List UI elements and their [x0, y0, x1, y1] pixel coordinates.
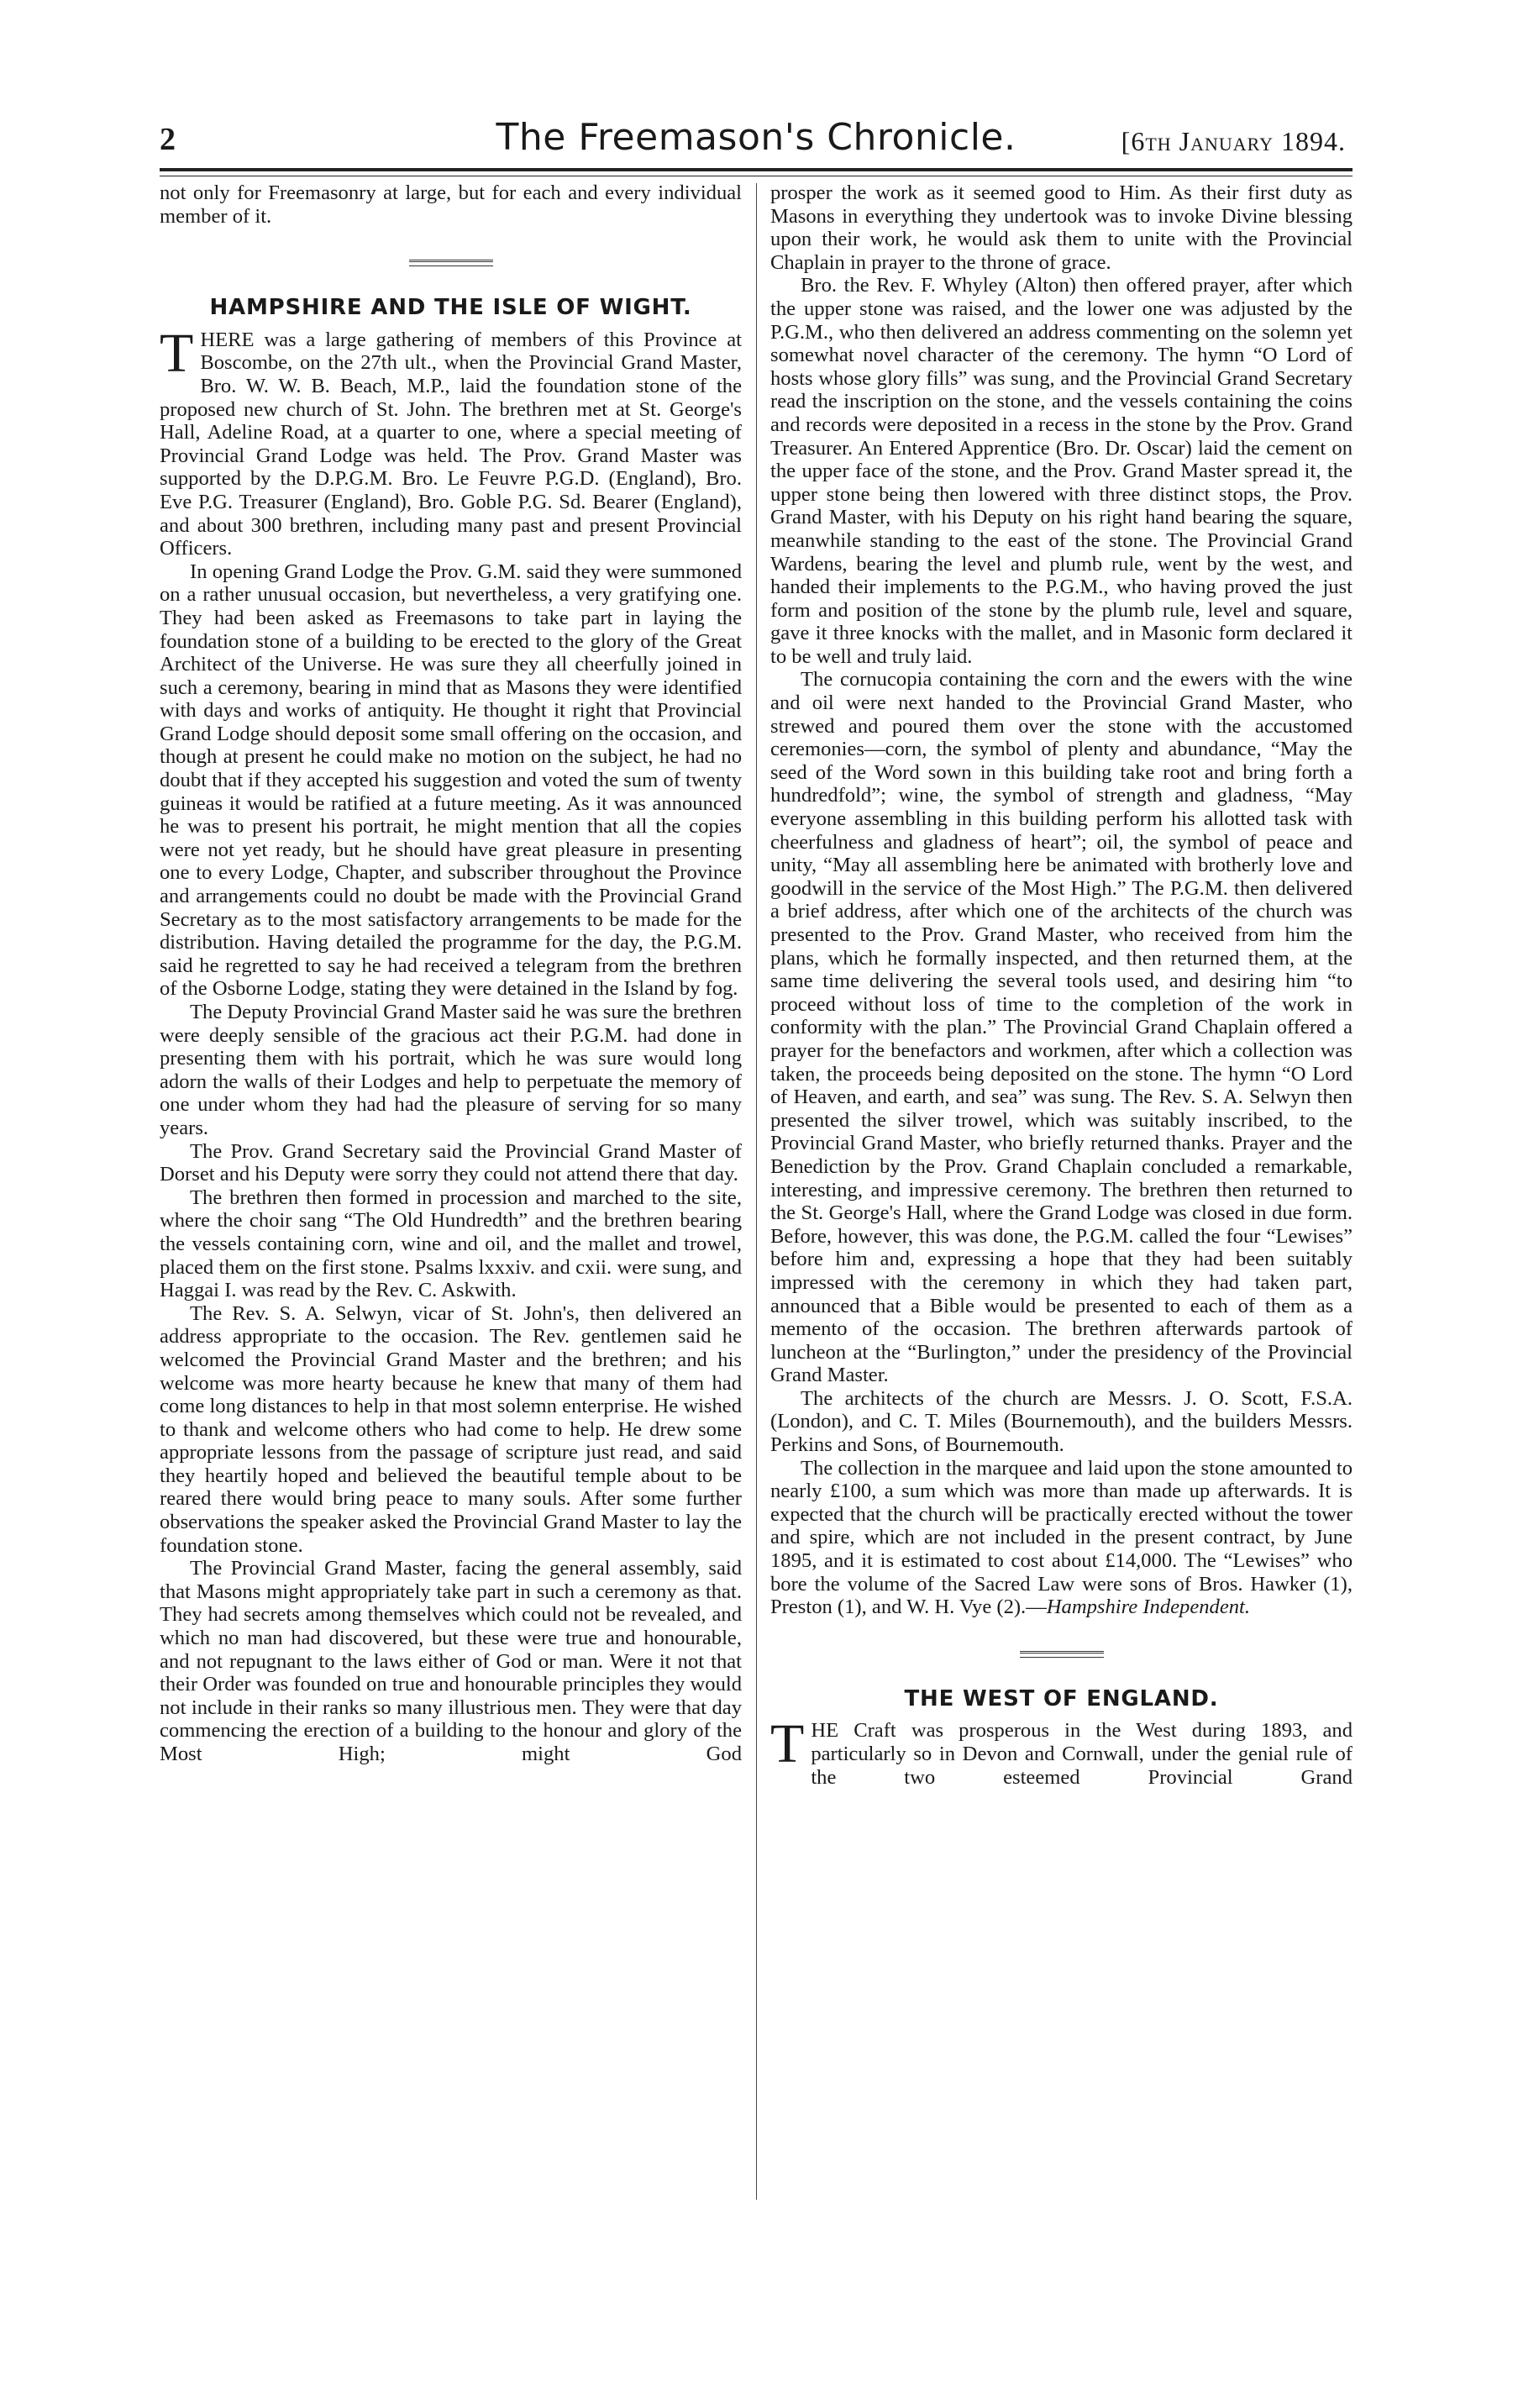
paragraph-text: HERE was a large gathering of members of this Province at Boscombe, on the 27th ult., when the Provincial Grand Master, Bro. W. W. B. Beach, M.P., laid the foundation stone of the proposed new church of St. John. The brethren met at St. George's Hall, Adeline Road, at a quarter to one, where a special meeting of Provincial Grand Lodge was held. The Prov. Grand Master was supported by the D.P.G.M. Bro. Le Feuvre P.G.D. (England), Bro. Eve P.G. Treasurer (England), Bro. Goble P.G. Sd. Bearer (England), and about 300 brethren, including many past and present Provincial Officers. [160, 328, 742, 560]
section-heading-west-of-england: THE WEST OF ENGLAND. [904, 1685, 1219, 1711]
page-number: 2 [160, 122, 176, 157]
paragraph-text: The collection in the marquee and laid upon the stone amounted to nearly £100, a sum which was more than made up afterwards. It is expected that the church will be practically erected without the tower and spire, which are not included in the present contract, by June 1895, and it is estimated to cost about £14,000. The “Lewises” who bore the volume of the Sacred Law were sons of Bros. Hawker (1), Preston (1), and W. H. Vye (2).— [770, 1456, 1353, 1619]
section-separator [1020, 1651, 1104, 1658]
article-paragraph: In opening Grand Lodge the Prov. G.M. said they were summoned on a rather unusual occasion, but nevertheless, a very gratifying one. They had been asked as Freemasons to take part in laying the foundation stone of a building to be erected to the glory of the Great Architect of the Universe. He was sure they all cheerfully joined in such a ceremony, bearing in mind that as Masons they were identified with days and works of antiquity. He thought it right that Provincial Grand Lodge should deposit some small offering on the occasion, and though at present he could make no motion on the subject, he had no doubt that if they accepted his suggestion and voted the sum of twenty guineas it would be ratified at a future meeting. As it was announced he was to present his portrait, he might mention that all the copies were not yet ready, but he should have great pleasure in presenting one to every Lodge, Chapter, and subscriber throughout the Province and arrangements could no doubt be made with the Provincial Grand Secretary as to the most satisfactory arrangements to be made for the distribution. Having detailed the programme for the day, the P.G.M. said he regretted to say he had received a telegram from the brethren of the Osborne Lodge, stating they were detained in the Island by fog. [160, 560, 742, 1001]
article-paragraph: The Prov. Grand Secretary said the Provincial Grand Master of Dorset and his Deputy were sorry they could not attend there that day. [160, 1139, 742, 1186]
source-credit: Hampshire Independent. [1046, 1596, 1251, 1619]
article-paragraph: The brethren then formed in procession and marched to the site, where the choir sang “The Old Hundredth” and the brethren bearing the vessels containing corn, wine and oil, and the mallet and trowel, placed them on the first stone. Psalms lxxxiv. and cxii. were sung, and Haggai I. was read by the Rev. C. Askwith. [160, 1186, 742, 1302]
article-paragraph: prosper the work as it seemed good to Him. As their first duty as Masons in everything they undertook was to invoke Divine blessing upon their work, he would ask them to unite with the Provincial Chaplain in prayer to the throne of grace. [770, 181, 1353, 274]
article-paragraph [160, 322, 742, 560]
issue-date: [6th January 1894. [1121, 126, 1346, 156]
article-paragraph [770, 1713, 1353, 1789]
section-heading-hampshire: HAMPSHIRE AND THE ISLE OF WIGHT. [209, 295, 692, 321]
masthead-title: The Freemason's Chronicle. [496, 116, 1016, 159]
paragraph-text: HE Craft was prosperous in the West during 1893, and particularly so in Devon and Cornwall, under the genial rule of the two esteemed Provincial Grand [811, 1719, 1353, 1789]
page-header [160, 118, 1353, 168]
article-paragraph: Bro. the Rev. F. Whyley (Alton) then offered prayer, after which the upper stone was raised, and the lower one was adjusted by the P.G.M., who then delivered an address commenting on the solemn yet somewhat novel character of the ceremony. The hymn “O Lord of hosts whose glory fills” was sung, and the Provincial Grand Secretary read the inscription on the stone, and the vessels containing the coins and records were deposited in a recess in the stone by the Prov. Grand Treasurer. An Entered Apprentice (Bro. Dr. Oscar) laid the cement on the upper face of the stone, and the Prov. Grand Master spread it, the upper stone being then lowered with three distinct stops, the Prov. Grand Master, with his Deputy on his right hand bearing the square, meanwhile standing to the east of the stone. The Provincial Grand Wardens, bearing the level and plumb rule, went by the west, and handed their implements to the P.G.M., who having proved the just form and position of the stone by the plumb rule, level and square, gave it three knocks with the mallet, and in Masonic form declared it to be well and truly laid. [770, 274, 1353, 668]
article-paragraph [770, 1457, 1353, 1619]
drop-cap: T [160, 322, 194, 384]
article-paragraph: The cornucopia containing the corn and the ewers with the wine and oil were next handed to the Provincial Grand Master, who strewed and poured them over the stone with the accustomed ceremonies—corn, the symbol of plenty and abundance, “May the seed of the Word sown in this building take root and bring forth a hundredfold”; wine, the symbol of strength and gladness, “May everyone assembling in this building perform his allotted task with cheerfulness and gladness of heart”; oil, the symbol of peace and unity, “May all assembling here be animated with brotherly love and goodwill in the service of the Most High.” The P.G.M. then delivered a brief address, after which one of the architects of the church was presented to the Prov. Grand Master, who received from him the plans, which he formally inspected, and then returned them, at the same time delivering the several tools used, and desiring him “to proceed without loss of time to the completion of the work in conformity with the plan.” The Provincial Grand Chaplain offered a prayer for the benefactors and workmen, after which a collection was taken, the proceeds being deposited on the stone. The hymn “O Lord of Heaven, and earth, and sea” was sung. The Rev. S. A. Selwyn then presented the silver trowel, which was suitably inscribed, to the Provincial Grand Master, who briefly returned thanks. Prayer and the Benediction by the Prov. Grand Chaplain concluded a remarkable, interesting, and impressive ceremony. The brethren then returned to the St. George's Hall, where the Grand Lodge was closed in due form. Before, however, this was done, the P.G.M. called the four “Lewises” before him and, expressing a hope that they had been suitably impressed with the ceremony in which they had taken part, announced that a Bible would be presented to each of them as a memento of the occasion. The brethren afterwards partook of luncheon at the “Burlington,” under the presidency of the Provincial Grand Master. [770, 668, 1353, 1387]
article-paragraph: The Deputy Provincial Grand Master said he was sure the brethren were deeply sensible of the gracious act their P.G.M. had done in presenting them with his portrait, which he was sure would long adorn the walls of their Lodges and help to perpetuate the memory of one under whom they had had the pleasure of serving for so many years. [160, 1001, 742, 1139]
column-divider [756, 183, 757, 2200]
continuation-paragraph: not only for Freemasonry at large, but for each and every individual member of it. [160, 181, 742, 228]
section-separator [409, 260, 493, 266]
article-paragraph: The architects of the church are Messrs. J. O. Scott, F.S.A. (London), and C. T. Miles (Bournemouth), and the builders Messrs. Perkins and Sons, of Bournemouth. [770, 1386, 1353, 1457]
article-paragraph: The Provincial Grand Master, facing the general assembly, said that Masons might appropriately take part in such a ceremony as that. They had secrets among themselves which could not be revealed, and which no man had discovered, but these were true and honourable, and not repugnant to the laws either of God or man. Were it not that their Order was founded on true and honourable principles they would not include in their ranks so many illustrious men. They were that day commencing the erection of a building to the honour and glory of the Most High; might God [160, 1557, 742, 1765]
article-paragraph: The Rev. S. A. Selwyn, vicar of St. John's, then delivered an address appropriate to the occasion. The Rev. gentlemen said he welcomed the Provincial Grand Master and the brethren; and his welcome was more hearty because he knew that many of them had come long distances to help in that most solemn enterprise. He wished to thank and welcome others who had come to help. He drew some appropriate lessons from the passage of scripture just read, and said they heartily hoped and believed the beautiful temple about to be reared there would bring peace to many souls. After some further observations the speaker asked the Provincial Grand Master to lay the foundation stone. [160, 1301, 742, 1557]
left-column [160, 181, 742, 1766]
drop-cap: T [770, 1713, 805, 1775]
right-column [770, 181, 1353, 1789]
header-rule [160, 168, 1353, 171]
